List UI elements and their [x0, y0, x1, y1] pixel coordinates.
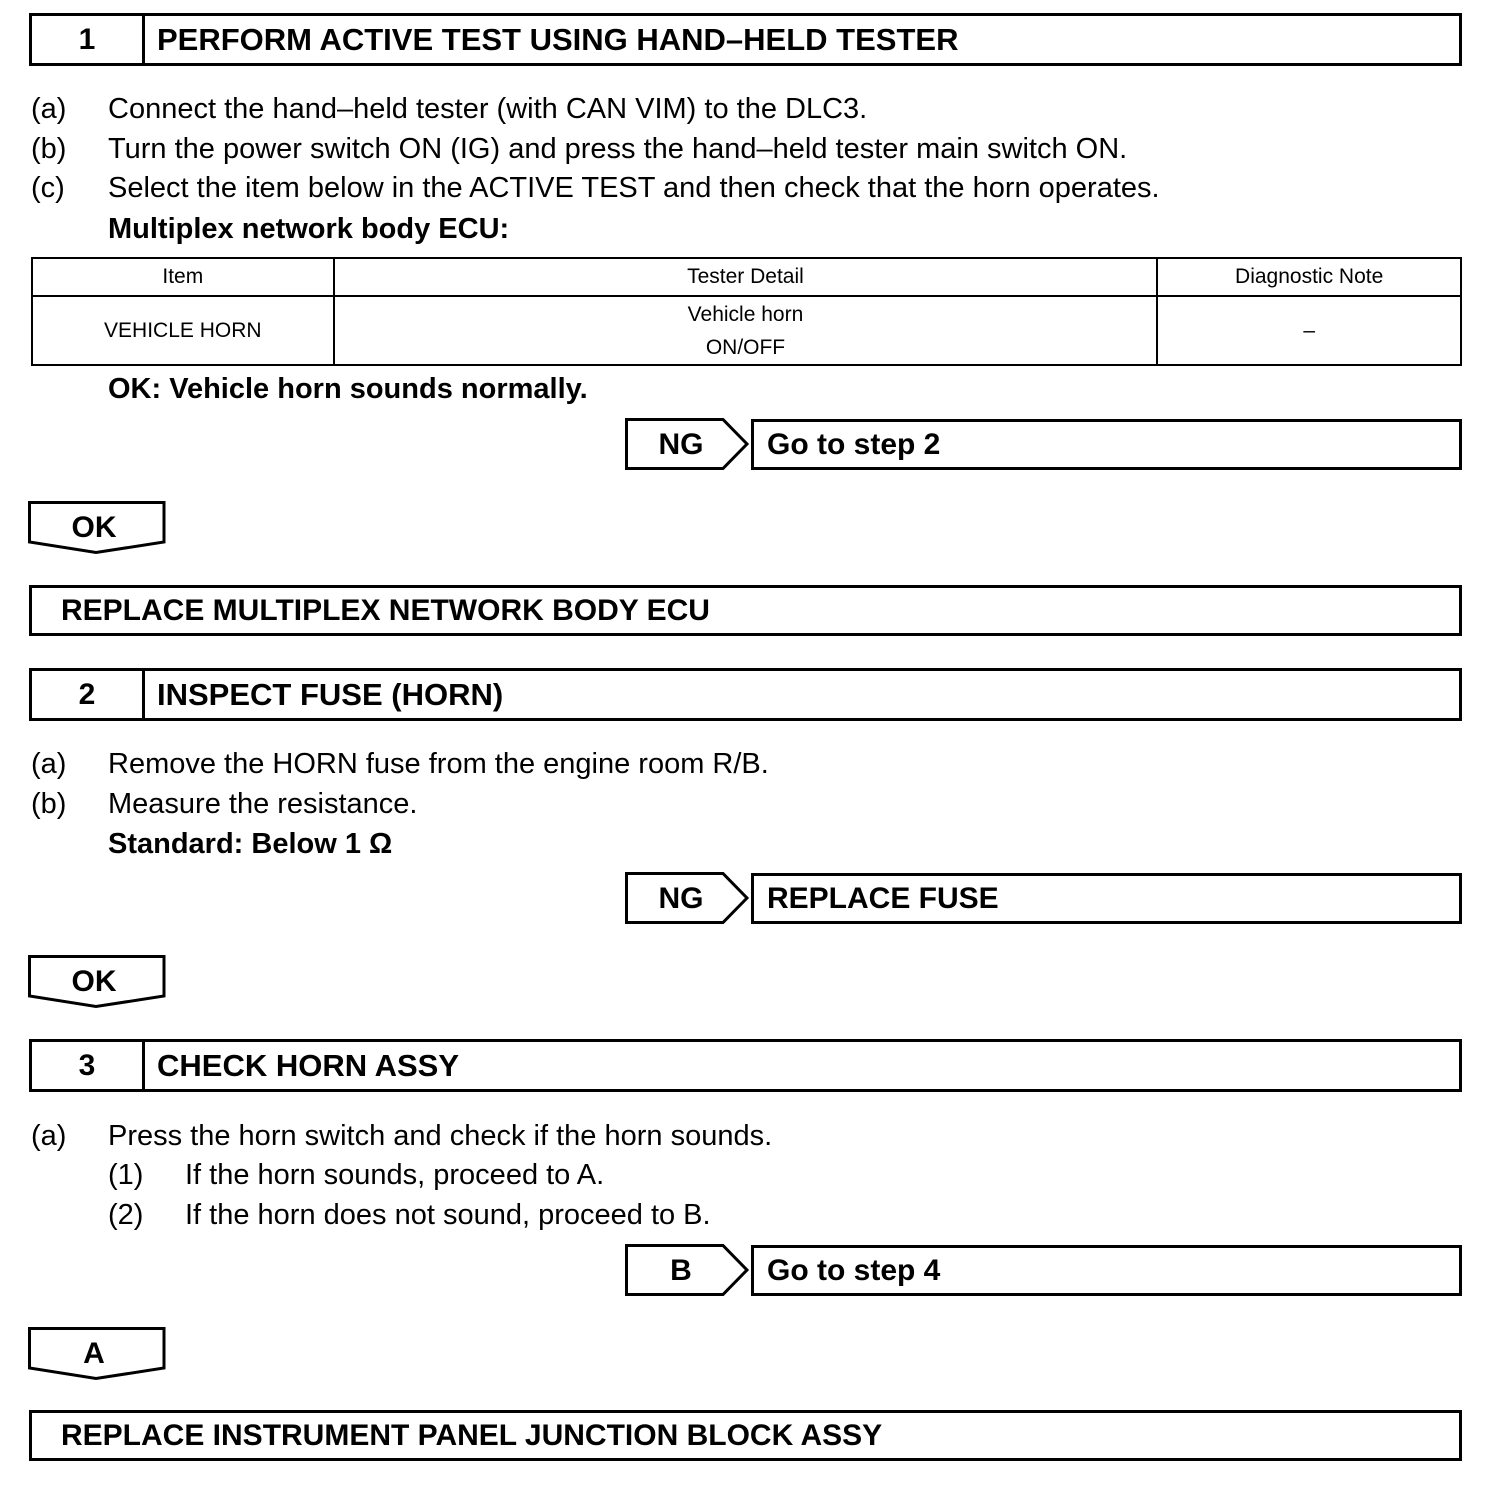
- ok-criteria: OK: Vehicle horn sounds normally.: [108, 373, 588, 405]
- column-header: Tester Detail: [334, 258, 1158, 296]
- ok-label: OK: [71, 965, 117, 998]
- a-result-box: REPLACE INSTRUMENT PANEL JUNCTION BLOCK ASSY: [29, 1410, 1462, 1461]
- instruction-line: [31, 1119, 1451, 1153]
- ng-label: NG: [658, 428, 704, 461]
- a-label: A: [83, 1337, 105, 1370]
- b-arrow-tag: [625, 1244, 750, 1296]
- subheading: Multiplex network body ECU:: [108, 213, 510, 245]
- step-3-header: [29, 1039, 1462, 1092]
- instruction-text: Measure the resistance.: [108, 788, 418, 820]
- instruction-label: (b): [31, 788, 67, 820]
- table-header-row: [32, 258, 1461, 296]
- instruction-text: Turn the power switch ON (IG) and press the hand–held tester main switch ON.: [108, 133, 1128, 165]
- step-number: 3: [32, 1042, 145, 1089]
- instruction-label: (b): [31, 133, 67, 165]
- step-1-header: [29, 13, 1462, 66]
- b-result-box: Go to step 4: [751, 1245, 1462, 1296]
- instruction-label: (a): [31, 93, 67, 125]
- step-number: 1: [32, 16, 145, 63]
- instruction-text: Select the item below in the ACTIVE TEST and then check that the horn operates.: [108, 172, 1160, 204]
- ng-result-box: Go to step 2: [751, 419, 1462, 470]
- sub-instruction-line: [108, 1158, 1448, 1192]
- ng-arrow-tag: [625, 418, 750, 470]
- a-down-tag: [28, 1327, 166, 1381]
- sub-instruction-text: If the horn sounds, proceed to A.: [185, 1159, 605, 1191]
- detail-line: ON/OFF: [705, 335, 786, 359]
- active-test-table: [31, 257, 1462, 366]
- step-title: CHECK HORN ASSY: [157, 1047, 459, 1083]
- instruction-label: (c): [31, 172, 65, 204]
- step-number: 2: [32, 671, 145, 718]
- instruction-label: (a): [31, 1120, 67, 1152]
- table-cell-note: –: [1157, 296, 1461, 365]
- instruction-line: [31, 747, 1451, 781]
- step-title: PERFORM ACTIVE TEST USING HAND–HELD TESTER: [157, 21, 959, 57]
- column-header: Diagnostic Note: [1157, 258, 1461, 296]
- ok-down-tag: [28, 501, 166, 555]
- step-title: INSPECT FUSE (HORN): [157, 676, 504, 712]
- step-2-header: [29, 668, 1462, 721]
- b-label: B: [670, 1254, 692, 1287]
- sub-instruction-text: If the horn does not sound, proceed to B.: [185, 1199, 711, 1231]
- ng-arrow-tag: [625, 872, 750, 924]
- instruction-label: (a): [31, 748, 67, 780]
- sub-instruction-label: (1): [108, 1159, 144, 1191]
- standard-value: Standard: Below 1 Ω: [108, 828, 393, 860]
- sub-instruction-line: [108, 1198, 1448, 1232]
- instruction-line: [31, 171, 1451, 205]
- instruction-text: Press the horn switch and check if the horn sounds.: [108, 1120, 773, 1152]
- instruction-line: [31, 787, 1451, 821]
- table-cell-detail: [334, 296, 1158, 365]
- table-cell-item: VEHICLE HORN: [32, 296, 334, 365]
- ok-result-box: REPLACE MULTIPLEX NETWORK BODY ECU: [29, 585, 1462, 636]
- ok-down-tag: [28, 955, 166, 1009]
- table-row: [32, 296, 1461, 365]
- instruction-line: [31, 132, 1451, 166]
- ng-result-box: REPLACE FUSE: [751, 873, 1462, 924]
- column-header: Item: [32, 258, 334, 296]
- ng-label: NG: [658, 882, 704, 915]
- ok-label: OK: [71, 511, 117, 544]
- instruction-line: [31, 92, 1451, 126]
- detail-line: Vehicle horn: [687, 302, 804, 326]
- instruction-text: Remove the HORN fuse from the engine room R/B.: [108, 748, 769, 780]
- sub-instruction-label: (2): [108, 1199, 144, 1231]
- instruction-text: Connect the hand–held tester (with CAN VIM) to the DLC3.: [108, 93, 868, 125]
